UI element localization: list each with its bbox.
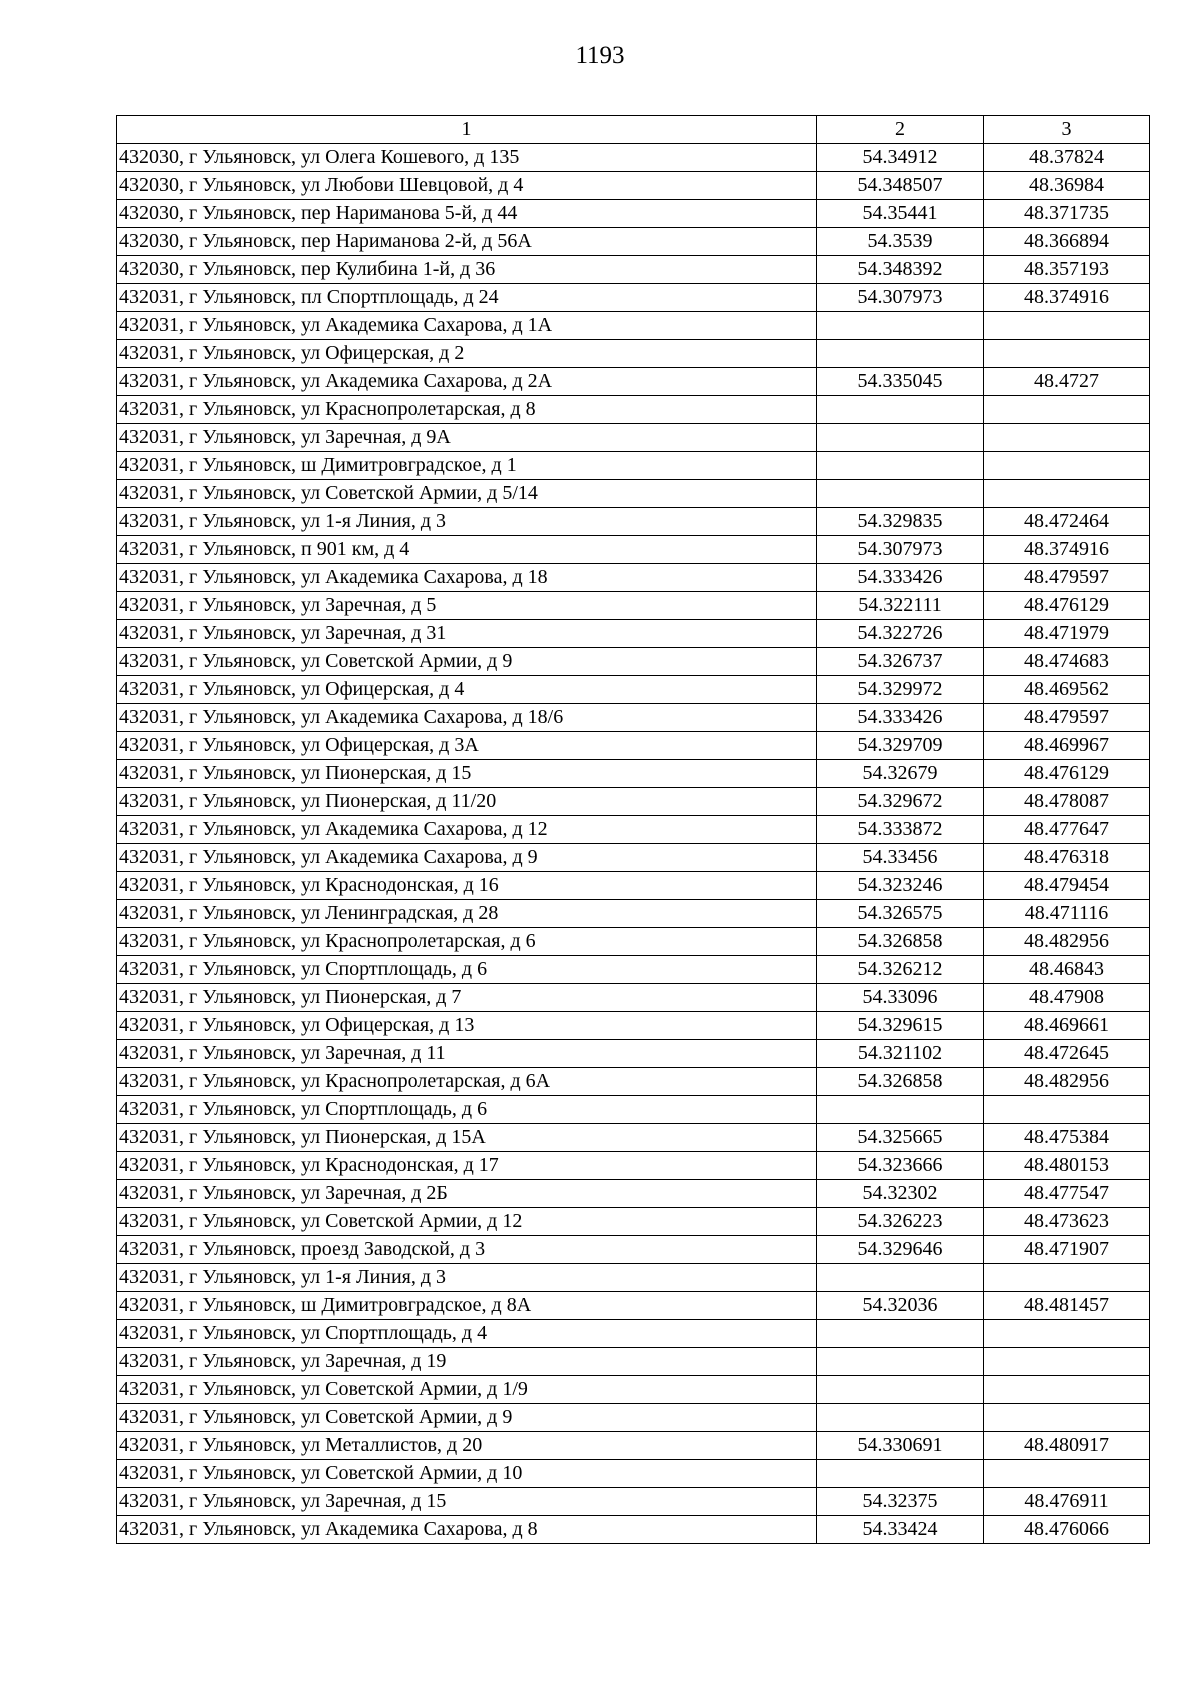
latitude-cell: 54.348392	[817, 256, 984, 284]
address-coordinates-table	[116, 115, 1150, 1544]
address-cell: 432031, г Ульяновск, ул Заречная, д 11	[117, 1040, 817, 1068]
table-row	[117, 564, 1150, 592]
latitude-cell	[817, 424, 984, 452]
table-row	[117, 1180, 1150, 1208]
longitude-cell	[984, 1348, 1150, 1376]
latitude-cell: 54.322111	[817, 592, 984, 620]
latitude-cell: 54.326223	[817, 1208, 984, 1236]
latitude-cell: 54.326575	[817, 900, 984, 928]
longitude-cell: 48.357193	[984, 256, 1150, 284]
latitude-cell	[817, 1348, 984, 1376]
page-number: 1193	[575, 42, 625, 69]
longitude-cell: 48.47908	[984, 984, 1150, 1012]
table-row	[117, 1124, 1150, 1152]
latitude-cell: 54.329672	[817, 788, 984, 816]
longitude-cell: 48.476911	[984, 1488, 1150, 1516]
table-row	[117, 1236, 1150, 1264]
table-row	[117, 704, 1150, 732]
address-cell: 432031, г Ульяновск, ул Академика Сахарова, д 12	[117, 816, 817, 844]
longitude-cell: 48.469562	[984, 676, 1150, 704]
address-cell: 432031, г Ульяновск, ул Советской Армии, д 9	[117, 648, 817, 676]
latitude-cell	[817, 452, 984, 480]
latitude-cell	[817, 480, 984, 508]
longitude-cell	[984, 1320, 1150, 1348]
address-cell: 432030, г Ульяновск, ул Любови Шевцовой, д 4	[117, 172, 817, 200]
longitude-cell: 48.469967	[984, 732, 1150, 760]
longitude-cell: 48.472645	[984, 1040, 1150, 1068]
table-row	[117, 1152, 1150, 1180]
address-cell: 432031, г Ульяновск, ул Советской Армии, д 10	[117, 1460, 817, 1488]
address-cell: 432031, г Ульяновск, ш Димитровградское, д 1	[117, 452, 817, 480]
latitude-cell	[817, 1096, 984, 1124]
address-cell: 432031, г Ульяновск, ул Офицерская, д 3А	[117, 732, 817, 760]
table-row	[117, 480, 1150, 508]
address-cell: 432031, г Ульяновск, ул Спортплощадь, д 6	[117, 956, 817, 984]
address-cell: 432030, г Ульяновск, пер Кулибина 1-й, д 36	[117, 256, 817, 284]
table-row	[117, 1376, 1150, 1404]
latitude-cell: 54.321102	[817, 1040, 984, 1068]
address-cell: 432031, г Ульяновск, ш Димитровградское, д 8А	[117, 1292, 817, 1320]
address-cell: 432031, г Ульяновск, ул Советской Армии, д 12	[117, 1208, 817, 1236]
table-row	[117, 256, 1150, 284]
latitude-cell: 54.323666	[817, 1152, 984, 1180]
address-cell: 432031, г Ульяновск, ул Ленинградская, д 28	[117, 900, 817, 928]
latitude-cell: 54.323246	[817, 872, 984, 900]
address-cell: 432031, г Ульяновск, ул Академика Сахарова, д 2А	[117, 368, 817, 396]
longitude-cell: 48.471907	[984, 1236, 1150, 1264]
table-row	[117, 1320, 1150, 1348]
table-row	[117, 228, 1150, 256]
table-row	[117, 984, 1150, 1012]
latitude-cell: 54.329646	[817, 1236, 984, 1264]
longitude-cell: 48.374916	[984, 284, 1150, 312]
address-cell: 432031, г Ульяновск, ул Академика Сахарова, д 18/6	[117, 704, 817, 732]
latitude-cell: 54.348507	[817, 172, 984, 200]
table-row	[117, 816, 1150, 844]
longitude-cell: 48.374916	[984, 536, 1150, 564]
address-cell: 432031, г Ульяновск, ул Советской Армии, д 5/14	[117, 480, 817, 508]
longitude-cell: 48.36984	[984, 172, 1150, 200]
longitude-cell: 48.478087	[984, 788, 1150, 816]
latitude-cell: 54.325665	[817, 1124, 984, 1152]
latitude-cell: 54.333872	[817, 816, 984, 844]
longitude-cell: 48.471979	[984, 620, 1150, 648]
table-row	[117, 200, 1150, 228]
longitude-cell: 48.482956	[984, 1068, 1150, 1096]
latitude-cell	[817, 1376, 984, 1404]
longitude-cell: 48.482956	[984, 928, 1150, 956]
longitude-cell: 48.371735	[984, 200, 1150, 228]
table-row	[117, 788, 1150, 816]
column-header-address: 1	[117, 116, 817, 144]
address-cell: 432031, г Ульяновск, ул Краснодонская, д 17	[117, 1152, 817, 1180]
latitude-cell: 54.307973	[817, 284, 984, 312]
address-cell: 432031, г Ульяновск, ул Офицерская, д 4	[117, 676, 817, 704]
table-row	[117, 1404, 1150, 1432]
address-cell: 432031, г Ульяновск, ул Спортплощадь, д 6	[117, 1096, 817, 1124]
latitude-cell: 54.329709	[817, 732, 984, 760]
latitude-cell	[817, 312, 984, 340]
address-cell: 432031, г Ульяновск, пл Спортплощадь, д 24	[117, 284, 817, 312]
latitude-cell: 54.35441	[817, 200, 984, 228]
longitude-cell	[984, 1096, 1150, 1124]
address-cell: 432031, г Ульяновск, ул Советской Армии, д 1/9	[117, 1376, 817, 1404]
longitude-cell	[984, 480, 1150, 508]
longitude-cell	[984, 424, 1150, 452]
latitude-cell: 54.329835	[817, 508, 984, 536]
latitude-cell: 54.330691	[817, 1432, 984, 1460]
table-row	[117, 732, 1150, 760]
longitude-cell	[984, 340, 1150, 368]
longitude-cell: 48.4727	[984, 368, 1150, 396]
address-cell: 432031, г Ульяновск, ул 1-я Линия, д 3	[117, 508, 817, 536]
latitude-cell: 54.32302	[817, 1180, 984, 1208]
longitude-cell: 48.46843	[984, 956, 1150, 984]
longitude-cell: 48.479597	[984, 564, 1150, 592]
address-cell: 432031, г Ульяновск, ул Пионерская, д 15	[117, 760, 817, 788]
longitude-cell: 48.472464	[984, 508, 1150, 536]
table-row	[117, 508, 1150, 536]
table-row	[117, 1488, 1150, 1516]
latitude-cell: 54.335045	[817, 368, 984, 396]
table-row	[117, 956, 1150, 984]
longitude-cell	[984, 1264, 1150, 1292]
table-row	[117, 1460, 1150, 1488]
table-row	[117, 1040, 1150, 1068]
table-row	[117, 1012, 1150, 1040]
latitude-cell: 54.32036	[817, 1292, 984, 1320]
latitude-cell: 54.333426	[817, 704, 984, 732]
address-cell: 432031, г Ульяновск, п 901 км, д 4	[117, 536, 817, 564]
address-cell: 432031, г Ульяновск, ул Академика Сахарова, д 8	[117, 1516, 817, 1544]
table-row	[117, 676, 1150, 704]
table-row	[117, 620, 1150, 648]
longitude-cell: 48.476066	[984, 1516, 1150, 1544]
address-cell: 432031, г Ульяновск, ул 1-я Линия, д 3	[117, 1264, 817, 1292]
address-cell: 432031, г Ульяновск, ул Заречная, д 31	[117, 620, 817, 648]
latitude-cell: 54.34912	[817, 144, 984, 172]
address-cell: 432031, г Ульяновск, ул Академика Сахарова, д 18	[117, 564, 817, 592]
table-row	[117, 340, 1150, 368]
column-header-latitude: 2	[817, 116, 984, 144]
longitude-cell: 48.469661	[984, 1012, 1150, 1040]
latitude-cell	[817, 1264, 984, 1292]
table-row	[117, 1208, 1150, 1236]
latitude-cell	[817, 396, 984, 424]
column-header-longitude: 3	[984, 116, 1150, 144]
latitude-cell: 54.33096	[817, 984, 984, 1012]
table-row	[117, 900, 1150, 928]
address-cell: 432031, г Ульяновск, ул Офицерская, д 13	[117, 1012, 817, 1040]
table-row	[117, 760, 1150, 788]
latitude-cell: 54.326858	[817, 928, 984, 956]
table-header-row	[117, 116, 1150, 144]
latitude-cell: 54.326737	[817, 648, 984, 676]
address-cell: 432031, г Ульяновск, ул Заречная, д 9А	[117, 424, 817, 452]
table-row	[117, 928, 1150, 956]
address-cell: 432031, г Ульяновск, ул Краснопролетарская, д 6А	[117, 1068, 817, 1096]
address-cell: 432031, г Ульяновск, ул Советской Армии, д 9	[117, 1404, 817, 1432]
table-row	[117, 1348, 1150, 1376]
longitude-cell	[984, 1460, 1150, 1488]
longitude-cell: 48.474683	[984, 648, 1150, 676]
longitude-cell: 48.471116	[984, 900, 1150, 928]
address-cell: 432031, г Ульяновск, ул Краснопролетарская, д 6	[117, 928, 817, 956]
table-row	[117, 1516, 1150, 1544]
latitude-cell: 54.333426	[817, 564, 984, 592]
address-cell: 432031, г Ульяновск, ул Академика Сахарова, д 1А	[117, 312, 817, 340]
address-cell: 432031, г Ульяновск, ул Академика Сахарова, д 9	[117, 844, 817, 872]
table-row	[117, 396, 1150, 424]
longitude-cell: 48.479454	[984, 872, 1150, 900]
latitude-cell	[817, 1404, 984, 1432]
table-row	[117, 1096, 1150, 1124]
latitude-cell: 54.326858	[817, 1068, 984, 1096]
longitude-cell: 48.476318	[984, 844, 1150, 872]
longitude-cell: 48.476129	[984, 592, 1150, 620]
latitude-cell: 54.3539	[817, 228, 984, 256]
longitude-cell: 48.366894	[984, 228, 1150, 256]
table-row	[117, 1068, 1150, 1096]
table-row	[117, 452, 1150, 480]
latitude-cell: 54.329615	[817, 1012, 984, 1040]
latitude-cell: 54.33456	[817, 844, 984, 872]
latitude-cell: 54.307973	[817, 536, 984, 564]
latitude-cell: 54.32375	[817, 1488, 984, 1516]
table-row	[117, 648, 1150, 676]
longitude-cell: 48.37824	[984, 144, 1150, 172]
longitude-cell: 48.475384	[984, 1124, 1150, 1152]
table-row	[117, 284, 1150, 312]
table-row	[117, 1432, 1150, 1460]
address-cell: 432031, г Ульяновск, ул Заречная, д 5	[117, 592, 817, 620]
table-row	[117, 1292, 1150, 1320]
longitude-cell	[984, 452, 1150, 480]
address-cell: 432031, г Ульяновск, ул Спортплощадь, д 4	[117, 1320, 817, 1348]
longitude-cell: 48.480917	[984, 1432, 1150, 1460]
table-row	[117, 1264, 1150, 1292]
address-cell: 432031, г Ульяновск, ул Пионерская, д 15А	[117, 1124, 817, 1152]
latitude-cell: 54.326212	[817, 956, 984, 984]
longitude-cell: 48.477647	[984, 816, 1150, 844]
address-cell: 432031, г Ульяновск, ул Заречная, д 2Б	[117, 1180, 817, 1208]
latitude-cell	[817, 1460, 984, 1488]
latitude-cell	[817, 340, 984, 368]
table-row	[117, 592, 1150, 620]
address-cell: 432031, г Ульяновск, ул Офицерская, д 2	[117, 340, 817, 368]
table-row	[117, 536, 1150, 564]
latitude-cell: 54.32679	[817, 760, 984, 788]
longitude-cell: 48.477547	[984, 1180, 1150, 1208]
address-cell: 432030, г Ульяновск, пер Нариманова 5-й, д 44	[117, 200, 817, 228]
longitude-cell: 48.480153	[984, 1152, 1150, 1180]
longitude-cell: 48.479597	[984, 704, 1150, 732]
table-row	[117, 424, 1150, 452]
address-cell: 432031, г Ульяновск, ул Заречная, д 19	[117, 1348, 817, 1376]
table-row	[117, 172, 1150, 200]
longitude-cell	[984, 312, 1150, 340]
longitude-cell: 48.473623	[984, 1208, 1150, 1236]
address-cell: 432031, г Ульяновск, ул Заречная, д 15	[117, 1488, 817, 1516]
address-cell: 432031, г Ульяновск, ул Пионерская, д 11/20	[117, 788, 817, 816]
address-cell: 432030, г Ульяновск, пер Нариманова 2-й, д 56А	[117, 228, 817, 256]
address-cell: 432030, г Ульяновск, ул Олега Кошевого, д 135	[117, 144, 817, 172]
address-cell: 432031, г Ульяновск, ул Краснодонская, д 16	[117, 872, 817, 900]
longitude-cell	[984, 1376, 1150, 1404]
longitude-cell	[984, 1404, 1150, 1432]
table-row	[117, 872, 1150, 900]
latitude-cell: 54.329972	[817, 676, 984, 704]
table-row	[117, 844, 1150, 872]
table-row	[117, 368, 1150, 396]
latitude-cell: 54.322726	[817, 620, 984, 648]
address-cell: 432031, г Ульяновск, проезд Заводской, д 3	[117, 1236, 817, 1264]
table-row	[117, 312, 1150, 340]
longitude-cell: 48.476129	[984, 760, 1150, 788]
address-cell: 432031, г Ульяновск, ул Пионерская, д 7	[117, 984, 817, 1012]
table-row	[117, 144, 1150, 172]
address-cell: 432031, г Ульяновск, ул Металлистов, д 20	[117, 1432, 817, 1460]
longitude-cell: 48.481457	[984, 1292, 1150, 1320]
longitude-cell	[984, 396, 1150, 424]
latitude-cell	[817, 1320, 984, 1348]
address-cell: 432031, г Ульяновск, ул Краснопролетарская, д 8	[117, 396, 817, 424]
latitude-cell: 54.33424	[817, 1516, 984, 1544]
